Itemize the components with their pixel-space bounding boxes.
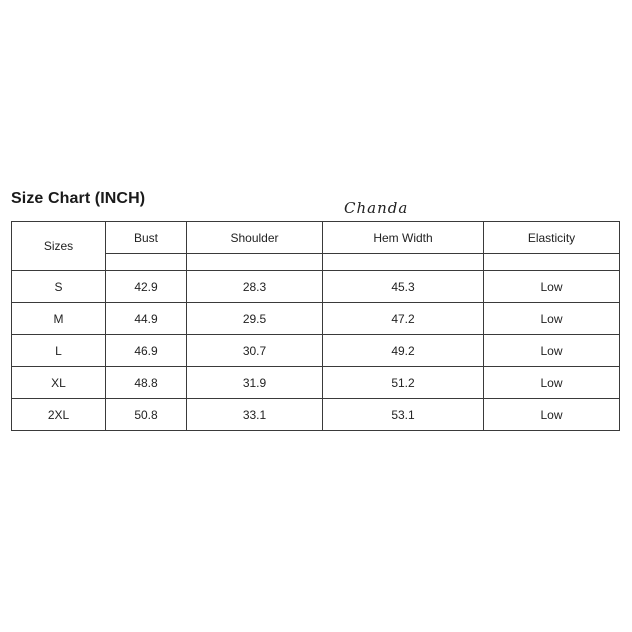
brand-logo-text: Chanda <box>344 199 409 217</box>
elasticity-cell: Low <box>484 399 620 431</box>
shoulder-cell: 28.3 <box>187 271 323 303</box>
bust-cell: 48.8 <box>106 367 187 399</box>
header-elasticity: Elasticity <box>484 222 620 254</box>
header-hem-width: Hem Width <box>323 222 484 254</box>
shoulder-cell: 33.1 <box>187 399 323 431</box>
hem-width-cell: 49.2 <box>323 335 484 367</box>
bust-cell: 50.8 <box>106 399 187 431</box>
table-header-row <box>12 222 620 254</box>
table-row <box>12 367 620 399</box>
table-row <box>12 335 620 367</box>
subheader-cell <box>106 254 187 271</box>
page-title: Size Chart (INCH) <box>11 190 146 207</box>
bust-cell: 44.9 <box>106 303 187 335</box>
header-shoulder: Shoulder <box>187 222 323 254</box>
size-cell: S <box>12 271 106 303</box>
size-cell: M <box>12 303 106 335</box>
table-row <box>12 399 620 431</box>
size-cell: L <box>12 335 106 367</box>
bust-cell: 42.9 <box>106 271 187 303</box>
shoulder-cell: 30.7 <box>187 335 323 367</box>
hem-width-cell: 47.2 <box>323 303 484 335</box>
hem-width-cell: 51.2 <box>323 367 484 399</box>
size-cell: 2XL <box>12 399 106 431</box>
elasticity-cell: Low <box>484 367 620 399</box>
subheader-cell <box>323 254 484 271</box>
subheader-cell <box>484 254 620 271</box>
bust-cell: 46.9 <box>106 335 187 367</box>
elasticity-cell: Low <box>484 335 620 367</box>
hem-width-cell: 53.1 <box>323 399 484 431</box>
table-row <box>12 271 620 303</box>
table-row <box>12 303 620 335</box>
shoulder-cell: 29.5 <box>187 303 323 335</box>
subheader-cell <box>187 254 323 271</box>
elasticity-cell: Low <box>484 303 620 335</box>
shoulder-cell: 31.9 <box>187 367 323 399</box>
size-cell: XL <box>12 367 106 399</box>
header-bust: Bust <box>106 222 187 254</box>
hem-width-cell: 45.3 <box>323 271 484 303</box>
size-chart-table <box>11 221 620 431</box>
elasticity-cell: Low <box>484 271 620 303</box>
header-sizes: Sizes <box>12 222 106 271</box>
